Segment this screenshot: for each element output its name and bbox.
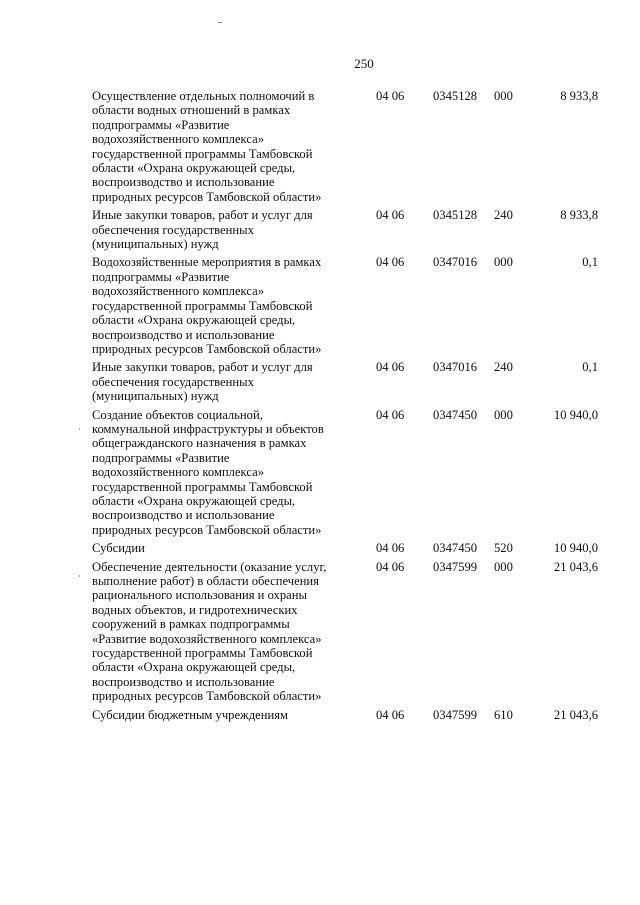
row-description: Иные закупки товаров, работ и услуг для обеспечения государственных (муниципальных) нужд [92, 208, 313, 252]
row-amount: 8 933,8 [560, 208, 598, 223]
row-description: Субсидии [92, 541, 145, 556]
table-row [92, 708, 602, 722]
row-section-code: 04 06 [376, 255, 405, 270]
row-section-code: 04 06 [376, 541, 405, 556]
table-row [92, 255, 602, 356]
row-expense-code: 520 [494, 541, 513, 556]
scan-artifact-mark [218, 22, 222, 23]
table-row [92, 408, 602, 538]
row-target-code: 0345128 [433, 89, 478, 103]
row-description: Осуществление отдельных полномочий в области водных отношений в рамках подпрограммы «Развитие водохозяйственного комплекса» государственной программы Тамбовской области «Охрана окружающей среды, воспроизводство и использование природных ресурсов Тамбовской области» [92, 89, 322, 204]
row-target-code: 0347016 [433, 360, 478, 375]
row-description: Субсидии бюджетным учреждениям [92, 707, 288, 722]
row-expense-code: 240 [494, 360, 513, 375]
row-amount: 21 043,6 [553, 707, 598, 722]
row-expense-code: 000 [494, 89, 513, 103]
row-target-code: 0347450 [433, 407, 478, 422]
scan-artifact-mark [79, 428, 80, 430]
row-section-code: 04 06 [376, 208, 405, 223]
row-target-code: 0347599 [433, 559, 478, 574]
row-amount: 10 940,0 [553, 541, 598, 556]
scan-artifact-mark [79, 575, 80, 577]
page-number: 250 [354, 56, 374, 71]
row-description: Создание объектов социальной, коммунальной инфраструктуры и объектов общегражданского назначения в рамках подпрограммы «Развитие водохозяйственного комплекса» государственной программы Тамбовской области «Охрана окружающей среды, воспроизводство и использование природных ресурсов Тамбовской области» [92, 407, 324, 537]
row-amount: 10 940,0 [553, 407, 598, 422]
row-amount: 0,1 [582, 255, 598, 270]
row-section-code: 04 06 [376, 360, 405, 375]
row-section-code: 04 06 [376, 559, 405, 574]
row-description: Иные закупки товаров, работ и услуг для обеспечения государственных (муниципальных) нужд [92, 360, 313, 404]
row-expense-code: 240 [494, 208, 513, 223]
row-section-code: 04 06 [376, 407, 405, 422]
row-description: Обеспечение деятельности (оказание услуг, выполнение работ) в области обеспечения рационального использования и охраны водных объектов, и гидротехнических сооружений в рамках подпрограммы «Развитие водохозяйственного комплекса» государственной программы Тамбовской области «Охрана окружающей среды, воспроизводство и использование природных ресурсов Тамбовской области» [92, 559, 327, 704]
row-amount: 21 043,6 [553, 559, 598, 574]
budget-table [92, 89, 602, 726]
row-section-code: 04 06 [376, 707, 405, 722]
row-amount: 0,1 [582, 360, 598, 375]
row-target-code: 0347016 [433, 255, 478, 270]
row-expense-code: 000 [494, 407, 513, 422]
row-target-code: 0347450 [433, 541, 478, 556]
row-description: Водохозяйственные мероприятия в рамках подпрограммы «Развитие водохозяйственного комплекса» государственной программы Тамбовской области «Охрана окружающей среды, воспроизводство и использование природных ресурсов Тамбовской области» [92, 255, 322, 356]
table-row [92, 560, 602, 704]
row-expense-code: 000 [494, 559, 513, 574]
table-row [92, 208, 602, 251]
table-row [92, 541, 602, 555]
table-row [92, 360, 602, 403]
table-row [92, 89, 602, 204]
row-amount: 8 933,8 [560, 89, 598, 103]
row-expense-code: 000 [494, 255, 513, 270]
row-target-code: 0345128 [433, 208, 478, 223]
row-expense-code: 610 [494, 707, 513, 722]
row-target-code: 0347599 [433, 707, 478, 722]
row-section-code: 04 06 [376, 89, 405, 103]
